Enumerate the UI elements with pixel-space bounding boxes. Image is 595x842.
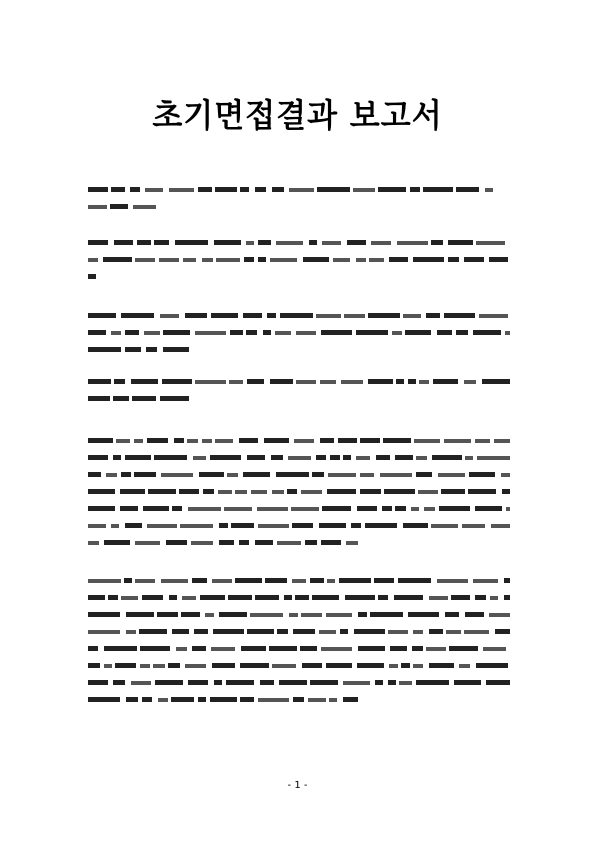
text-line [88, 330, 510, 336]
text-line [88, 680, 510, 686]
text-line [88, 663, 510, 669]
text-line [88, 274, 510, 280]
text-line [88, 240, 510, 246]
text-line [88, 313, 510, 319]
text-line [88, 187, 510, 193]
text-line [88, 578, 510, 584]
text-line [88, 612, 510, 618]
paragraph-5 [88, 438, 510, 557]
text-line [88, 489, 510, 495]
text-line [88, 595, 510, 601]
text-line [88, 697, 510, 703]
text-line [88, 523, 510, 529]
paragraph-1 [88, 187, 510, 221]
paragraph-3 [88, 313, 510, 364]
paragraph-4 [88, 379, 510, 413]
text-line [88, 629, 510, 635]
text-line [88, 204, 510, 210]
text-line [88, 347, 510, 353]
paragraph-2 [88, 240, 510, 291]
document-title: 초기면접결과 보고서 [152, 97, 443, 135]
text-line [88, 506, 510, 512]
text-line [88, 396, 510, 402]
text-line [88, 257, 510, 263]
text-line [88, 646, 510, 652]
text-line [88, 540, 510, 546]
paragraph-6 [88, 578, 510, 714]
text-line [88, 472, 510, 478]
text-line [88, 455, 510, 461]
text-line [88, 379, 510, 385]
text-line [88, 438, 510, 444]
page-number: - 1 - [287, 780, 308, 791]
